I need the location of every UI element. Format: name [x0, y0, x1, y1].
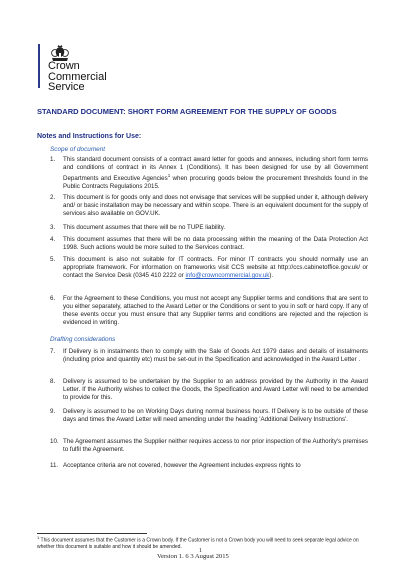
- list-text: This document is also not suitable for IT contracts. For minor IT contracts you should normally use an appropriate framework. For information on frameworks visit CCS website at http://ccs.cabinetoffice.gov.uk/ or contact the Service Desk (0345 410 2222 or info@crowncommercial.gov.uk).: [63, 256, 368, 279]
- list-item-2: [50, 194, 368, 218]
- list-number: 9.: [50, 408, 56, 415]
- list-number: 4.: [50, 236, 56, 243]
- list-number: 6.: [50, 295, 56, 302]
- list-text: If Delivery is in instalments then to comply with the Sale of Goods Act 1979 dates and details of instalments (including price and quantity etc) must be set-out in the Specification and acknowledged in the Award Letter .: [63, 348, 368, 363]
- list-item-5: [50, 256, 368, 280]
- email-link[interactable]: info@crowncommercial.gov.uk: [185, 271, 270, 279]
- list-number: 10.: [50, 438, 59, 445]
- crown-commercial-service-logo: [38, 44, 107, 93]
- logo-bar: [38, 44, 40, 88]
- list-item-6: [50, 295, 368, 327]
- list-number: 3.: [50, 224, 56, 231]
- list-text: This document is for goods only and does not envisage that services will be supplied under it, although delivery and/ or basic installation may be necessary and within scope. There is an equivalent document for the supply of services also available on GOV.UK.: [63, 194, 368, 217]
- list-text: For the Agreement to these Conditions, you must not accept any Supplier terms and conditions that are sent to you either separately, attached to the Award Letter or the Conditions or sent to you in soft or hard copy. If any of these events occur you must ensure that any Supplier terms and conditions are rejected and the rejection is evidenced in writing.: [63, 295, 368, 326]
- document-title: STANDARD DOCUMENT: SHORT FORM AGREEMENT FOR THE SUPPLY OF GOODS: [37, 107, 337, 116]
- footnote-divider: [37, 533, 147, 534]
- list-item-11: [50, 462, 368, 470]
- list-item-8: [50, 378, 368, 402]
- logo-line-1: Crown: [48, 60, 80, 72]
- page-number: 1: [199, 548, 202, 554]
- list-number: 11.: [50, 462, 59, 469]
- list-number: 7.: [50, 348, 56, 355]
- list-text: This document assumes that there will be no data processing within the meaning of the Data Protection Act 1998. Such actions would be more suited to the Services contract.: [63, 236, 368, 251]
- list-item-4: [50, 236, 368, 252]
- list-text: Delivery is assumed to be on Working Days during normal business hours. If Delivery is to be outside of these days and times the Award Letter will need amending under the heading 'Additional Delivery Instructions'.: [63, 408, 368, 423]
- footnote-text: This document assumes that the Customer is a Crown body. If the Customer is not a Crown body you will need to seek separate legal advice on whether this document is suitable and how it should be amended.: [37, 537, 359, 551]
- footnote-number: 1: [37, 535, 40, 540]
- logo-line-3: Service: [48, 81, 85, 93]
- notes-heading: Notes and Instructions for Use:: [37, 133, 142, 140]
- version-footer: Version 1. 6 3 August 2015: [157, 553, 229, 560]
- list-item-10: [50, 438, 368, 454]
- logo-wordmark: [48, 61, 107, 93]
- list-item-9: [50, 408, 368, 424]
- list-number: 1.: [50, 156, 56, 163]
- footnote: [37, 535, 367, 550]
- drafting-heading: Drafting considerations: [50, 336, 116, 343]
- list-number: 8.: [50, 378, 56, 385]
- list-number: 2.: [50, 194, 56, 201]
- list-item-3: [50, 224, 368, 232]
- logo-line-2: Commercial: [48, 70, 107, 83]
- list-text: The Agreement assumes the Supplier neither requires access to nor prior inspection of the Authority's premises to fulfil the Agreement.: [63, 438, 368, 453]
- list-text: Delivery is assumed to be undertaken by the Supplier to an address provided by the Authority in the Award Letter. If the Authority wishes to collect the Goods, the Specification and Award Letter will need to be amended to provide for this.: [63, 378, 368, 401]
- list-item-1: [50, 156, 368, 191]
- list-text: This standard document consists of a contract award letter for goods and annexes, including short form terms and conditions of contract in its Annex 1 (Conditions). It has been designed for use by all Government Departments and Executive Agencies$^1$ when procuring goods below the procurement thresholds found in the Public Contracts Regulations 2015.: [63, 156, 368, 190]
- scope-heading: Scope of document: [50, 146, 106, 153]
- list-item-7: [50, 348, 368, 364]
- list-number: 5.: [50, 256, 56, 263]
- list-text: Acceptance criteria are not covered, however the Agreement includes express rights to: [63, 462, 301, 469]
- footnote-marker: 1: [167, 172, 171, 178]
- list-text: This document assumes that there will be no TUPE liability.: [63, 224, 226, 231]
